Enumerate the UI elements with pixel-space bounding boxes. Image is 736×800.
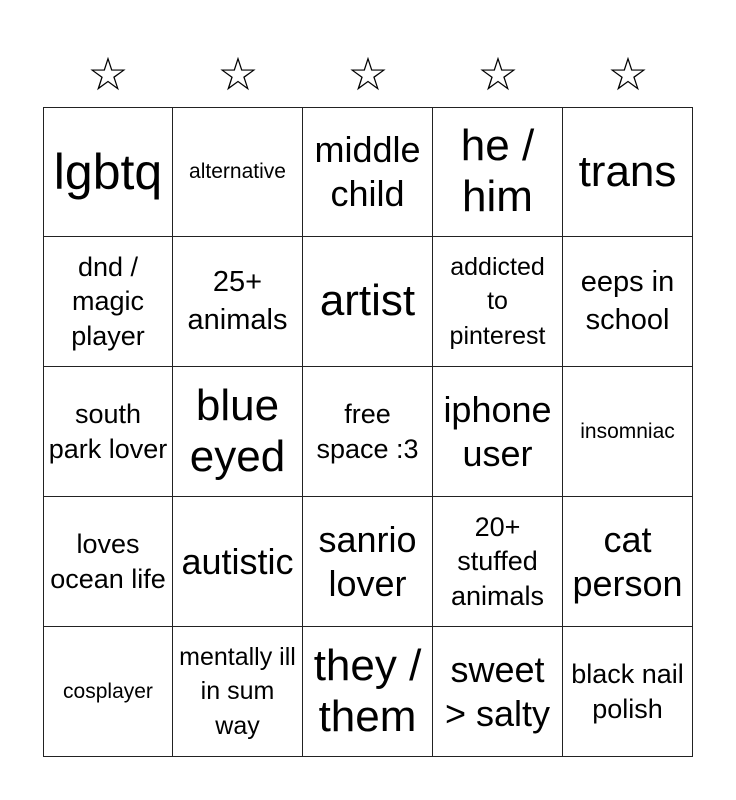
bingo-cell[interactable] bbox=[173, 107, 303, 237]
cell-label: he / him bbox=[460, 121, 535, 221]
bingo-cell[interactable] bbox=[173, 237, 303, 367]
cell-label: middle child bbox=[314, 129, 421, 214]
bingo-cell[interactable] bbox=[433, 367, 563, 497]
bingo-cell[interactable] bbox=[433, 627, 563, 757]
star-icon: ☆ bbox=[477, 47, 519, 101]
bingo-cell[interactable] bbox=[43, 237, 173, 367]
star-icon: ☆ bbox=[347, 47, 389, 101]
cell-label: 25+ animals bbox=[187, 265, 288, 336]
star-icon: ☆ bbox=[217, 47, 259, 101]
cell-label: 20+ stuffed animals bbox=[450, 511, 545, 611]
bingo-cell[interactable] bbox=[433, 107, 563, 237]
bingo-cell[interactable] bbox=[173, 497, 303, 627]
bingo-cell[interactable] bbox=[303, 107, 433, 237]
cell-label: mentally ill in sum way bbox=[179, 642, 296, 740]
cell-label: autistic bbox=[181, 540, 294, 582]
bingo-cell[interactable] bbox=[563, 627, 693, 757]
cell-label: sanrio lover bbox=[318, 518, 417, 604]
star-icon: ☆ bbox=[87, 47, 129, 101]
free-space-cell[interactable] bbox=[303, 367, 433, 497]
bingo-cell[interactable] bbox=[43, 367, 173, 497]
cell-label: trans bbox=[578, 146, 677, 196]
bingo-cell[interactable] bbox=[43, 497, 173, 627]
bingo-cell[interactable] bbox=[303, 627, 433, 757]
bingo-cell[interactable] bbox=[173, 627, 303, 757]
cell-label: sweet > salty bbox=[444, 648, 551, 734]
cell-label: south park lover bbox=[48, 398, 168, 464]
star-icon: ☆ bbox=[607, 47, 649, 101]
bingo-board bbox=[43, 107, 693, 757]
cell-label: addicted to pinterest bbox=[449, 252, 546, 350]
cell-label: black nail polish bbox=[571, 658, 684, 724]
bingo-cell[interactable] bbox=[433, 497, 563, 627]
cell-label: dnd / magic player bbox=[71, 251, 145, 351]
bingo-cell[interactable] bbox=[303, 497, 433, 627]
cell-label: blue eyed bbox=[189, 380, 286, 481]
cell-label: free space :3 bbox=[316, 398, 419, 464]
cell-label: cat person bbox=[572, 518, 683, 604]
bingo-cell[interactable] bbox=[563, 107, 693, 237]
bingo-header bbox=[43, 48, 693, 100]
cell-label: eeps in school bbox=[580, 265, 675, 336]
cell-label: insomniac bbox=[580, 419, 675, 443]
cell-label: they / them bbox=[313, 640, 422, 741]
bingo-cell[interactable] bbox=[173, 367, 303, 497]
bingo-cell[interactable] bbox=[563, 367, 693, 497]
cell-label: alternative bbox=[189, 160, 286, 184]
bingo-cell[interactable] bbox=[563, 237, 693, 367]
cell-label: loves ocean life bbox=[50, 528, 166, 594]
cell-label: iphone user bbox=[443, 388, 552, 474]
cell-label: artist bbox=[319, 276, 416, 326]
cell-label: lgbtq bbox=[53, 143, 163, 200]
bingo-cell[interactable] bbox=[43, 107, 173, 237]
bingo-cell[interactable] bbox=[303, 237, 433, 367]
bingo-cell[interactable] bbox=[433, 237, 563, 367]
bingo-cell[interactable] bbox=[563, 497, 693, 627]
bingo-cell[interactable] bbox=[43, 627, 173, 757]
cell-label: cosplayer bbox=[63, 679, 153, 703]
